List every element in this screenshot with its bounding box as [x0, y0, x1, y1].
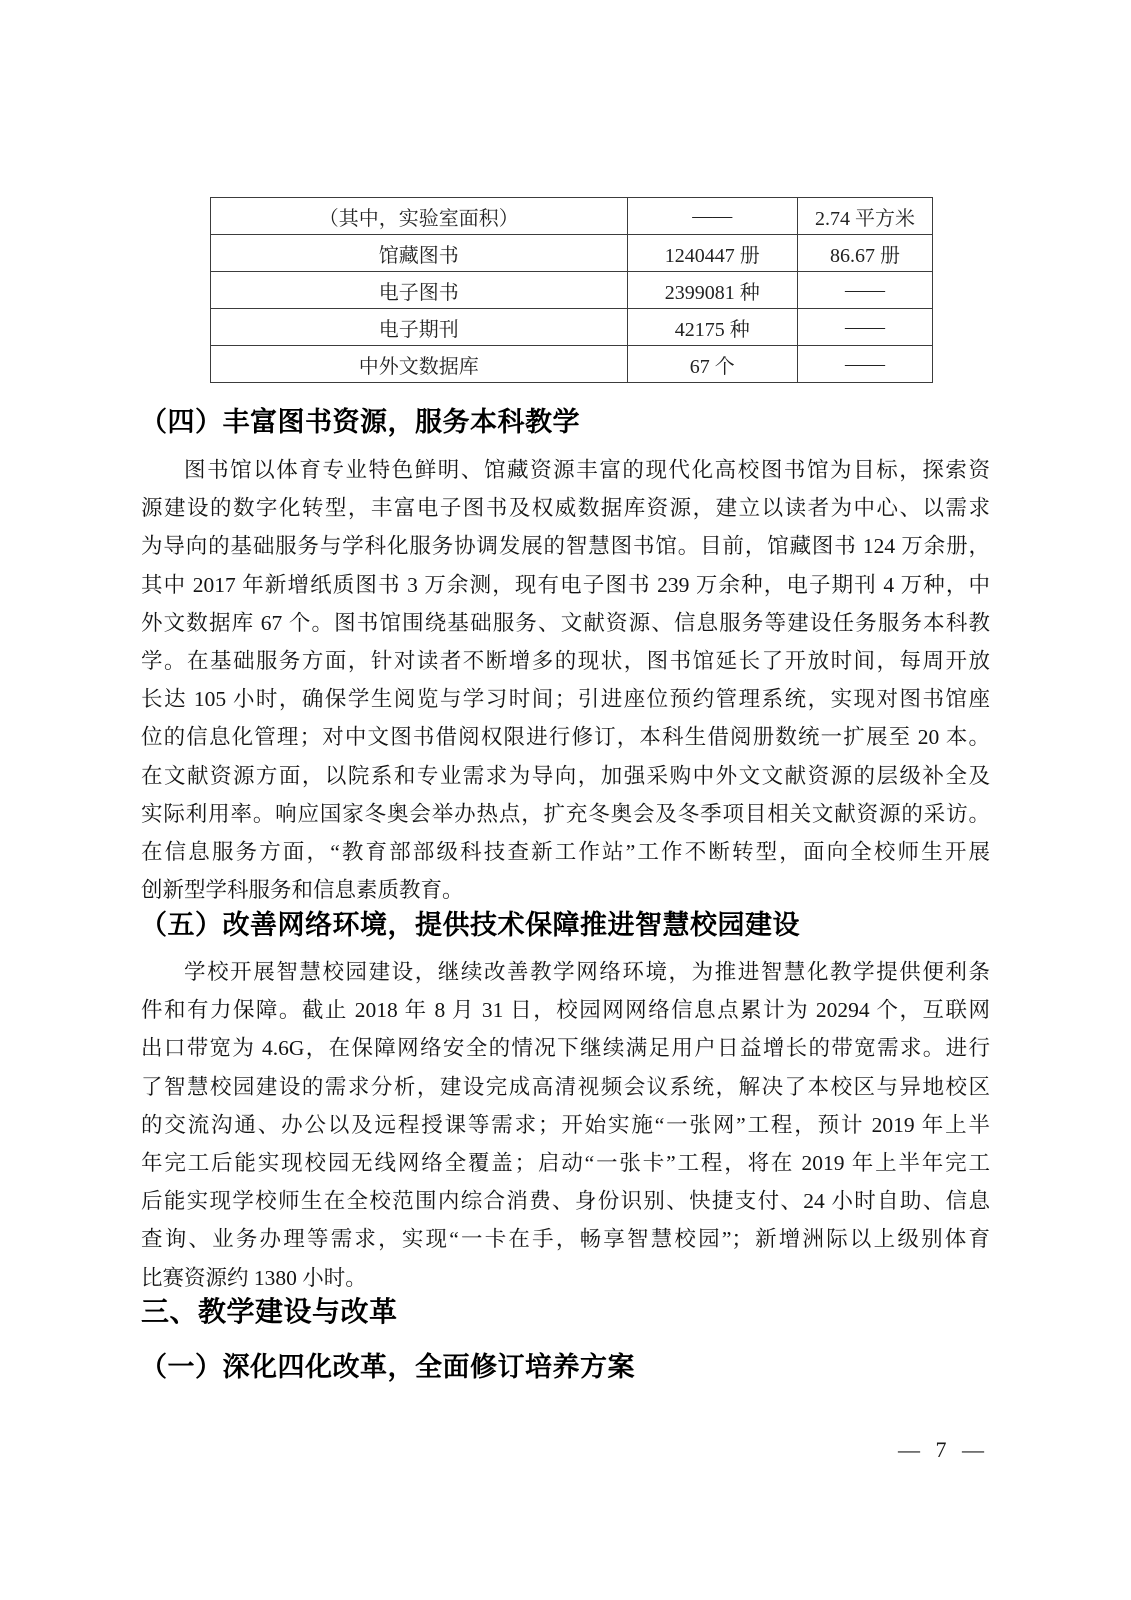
text-line: 实际利用率。响应国家冬奥会举办热点，扩充冬奥会及冬季项目相关文献资源的采访。 — [141, 801, 990, 826]
text-line: 为导向的基础服务与学科化服务协调发展的智慧图书馆。目前，馆藏图书 124 万余册， — [141, 534, 990, 559]
text-line: 在信息服务方面，“教育部部级科技查新工作站”工作不断转型，面向全校师生开展 — [141, 839, 990, 864]
text-line: 了智慧校园建设的需求分析，建设完成高清视频会议系统，解决了本校区与异地校区 — [141, 1074, 990, 1099]
text-line: 创新型学科服务和信息素质教育。 — [141, 878, 464, 903]
stats-table-body — [211, 198, 933, 383]
text-line: 比赛资源约 1380 小时。 — [141, 1265, 367, 1290]
text-line: 源建设的数字化转型，丰富电子图书及权威数据库资源，建立以读者为中心、以需求 — [141, 496, 990, 521]
text-line: 其中 2017 年新增纸质图书 3 万余测，现有电子图书 239 万余种，电子期刊 4 万种，中 — [141, 572, 990, 597]
table-row — [211, 198, 933, 235]
table-row — [211, 235, 933, 272]
text-line: 学校开展智慧校园建设，继续改善教学网络环境，为推进智慧化教学提供便利条 — [184, 960, 990, 984]
section-heading-4: （四）丰富图书资源，服务本科教学 — [140, 407, 580, 437]
text-line: 位的信息化管理；对中文图书借阅权限进行修订，本科生借阅册数统一扩展至 20 本。 — [141, 725, 990, 750]
table-row — [211, 309, 933, 346]
chapter-heading: 三、教学建设与改革 — [141, 1296, 398, 1327]
text-line: 查询、业务办理等需求，实现“一卡在手，畅享智慧校园”；新增洲际以上级别体育 — [141, 1227, 990, 1252]
page-number: — 7 — — [898, 1437, 984, 1462]
table-cell-total: 67 个 — [627, 346, 797, 383]
text-line: 长达 105 小时，确保学生阅览与学习时间；引进座位预约管理系统，实现对图书馆座 — [141, 687, 990, 712]
table-cell-total: —— — [627, 198, 797, 235]
table-cell-per: —— — [797, 346, 932, 383]
table-cell-per: —— — [797, 309, 932, 346]
text-line: 图书馆以体育专业特色鲜明、馆藏资源丰富的现代化高校图书馆为目标，探索资 — [184, 458, 990, 482]
text-line: 年完工后能实现校园无线网络全覆盖；启动“一张卡”工程，将在 2019 年上半年完工 — [141, 1150, 990, 1175]
table-cell-item: （其中，实验室面积） — [211, 198, 628, 235]
table-cell-total: 1240447 册 — [627, 235, 797, 272]
table-cell-per: 86.67 册 — [797, 235, 932, 272]
table-cell-item: 电子图书 — [211, 272, 628, 309]
table-cell-item: 电子期刊 — [211, 309, 628, 346]
section-heading-5: （五）改善网络环境，提供技术保障推进智慧校园建设 — [140, 910, 800, 940]
paragraph-section-5 — [141, 953, 990, 1297]
table-cell-item: 中外文数据库 — [211, 346, 628, 383]
table-cell-per: 2.74 平方米 — [797, 198, 932, 235]
table-cell-per: —— — [797, 272, 932, 309]
text-line: 外文数据库 67 个。图书馆围绕基础服务、文献资源、信息服务等建设任务服务本科教 — [141, 610, 990, 635]
text-line: 件和有力保障。截止 2018 年 8 月 31 日，校园网网络信息点累计为 20294 个，互联网 — [141, 998, 990, 1023]
subsection-heading: （一）深化四化改革，全面修订培养方案 — [140, 1352, 635, 1382]
text-line: 的交流沟通、办公以及远程授课等需求；开始实施“一张网”工程，预计 2019 年上半 — [141, 1112, 990, 1137]
text-line: 后能实现学校师生在全校范围内综合消费、身份识别、快捷支付、24 小时自助、信息 — [141, 1189, 990, 1214]
table-row — [211, 272, 933, 309]
text-line: 在文献资源方面，以院系和专业需求为导向，加强采购中外文文献资源的层级补全及 — [141, 763, 990, 788]
text-line: 出口带宽为 4.6G，在保障网络安全的情况下继续满足用户日益增长的带宽需求。进行 — [141, 1036, 990, 1061]
text-line: 学。在基础服务方面，针对读者不断增多的现状，图书馆延长了开放时间，每周开放 — [141, 648, 990, 673]
table-row — [211, 346, 933, 383]
paragraph-section-4 — [141, 451, 990, 909]
table-cell-total: 2399081 种 — [627, 272, 797, 309]
table-cell-item: 馆藏图书 — [211, 235, 628, 272]
library-stats-table — [210, 197, 933, 383]
table-cell-total: 42175 种 — [627, 309, 797, 346]
